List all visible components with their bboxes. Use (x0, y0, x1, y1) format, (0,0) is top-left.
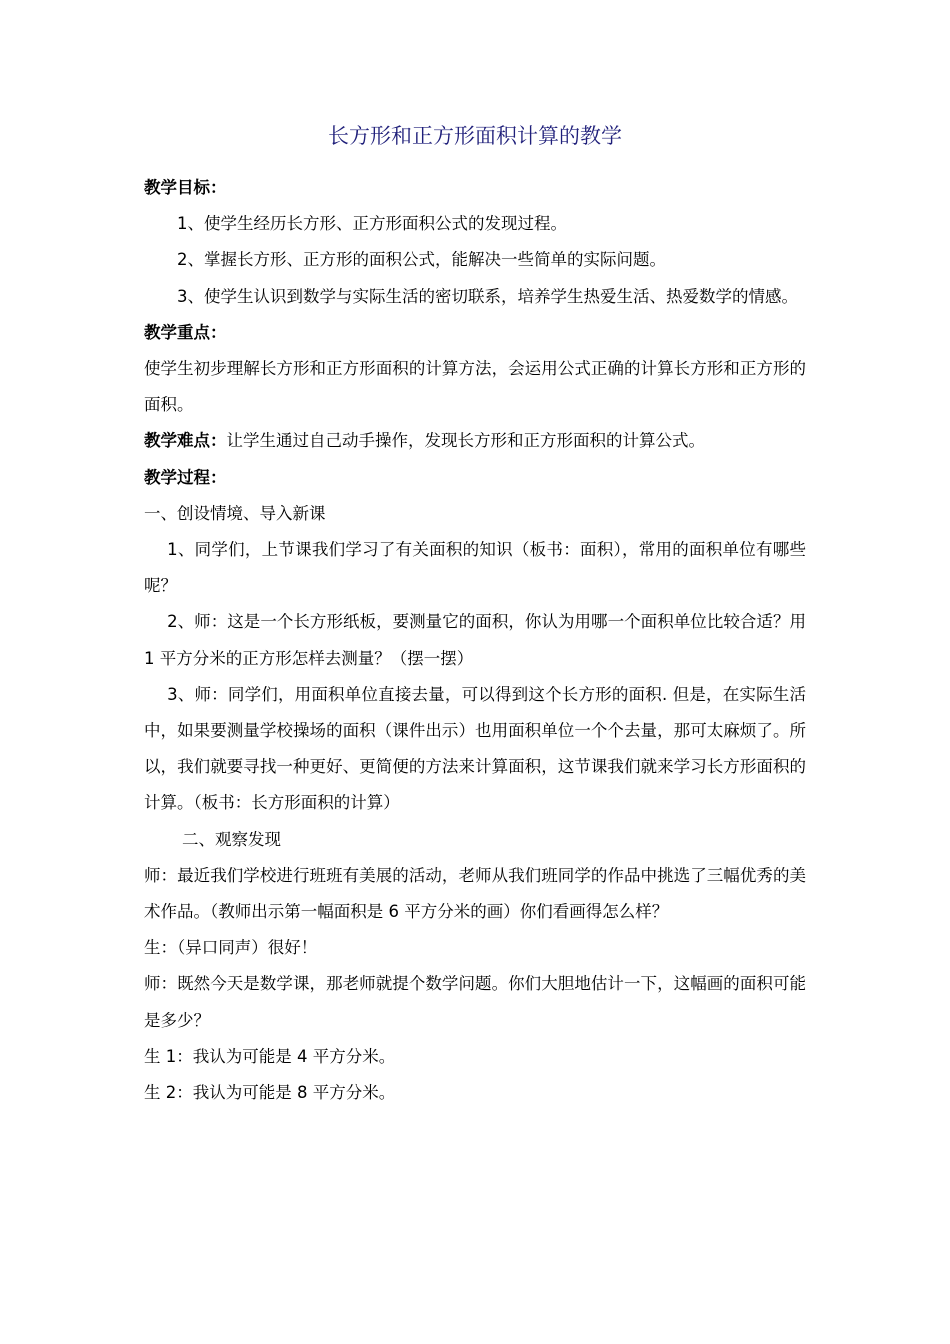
goal-item: 3、使学生认识到数学与实际生活的密切联系，培养学生热爱生活、热爱数学的情感。 (177, 286, 798, 306)
section1-item: 2、师：这是一个长方形纸板，要测量它的面积，你认为用哪一个面积单位比较合适？用 1 平方分米的正方形怎样去测量？（摆一摆） (144, 612, 806, 668)
goal-item: 1、使学生经历长方形、正方形面积公式的发现过程。 (177, 214, 567, 234)
difficulty-heading: 教学难点： (144, 431, 227, 451)
dialogue-line: 生 2：我认为可能是 8 平方分米。 (144, 1083, 396, 1103)
goal-item: 2、掌握长方形、正方形的面积公式，能解决一些简单的实际问题。 (177, 250, 666, 270)
goals-heading: 教学目标： (144, 178, 227, 197)
process-heading: 教学过程： (144, 467, 227, 487)
section1-item: 1、同学们，上节课我们学习了有关面积的知识（板书：面积），常用的面积单位有哪些呢？ (144, 540, 806, 596)
dialogue-line: 生：（异口同声）很好！ (144, 938, 318, 958)
section1-heading: 一、创设情境、导入新课 (144, 503, 326, 523)
key-points-text: 使学生初步理解长方形和正方形面积的计算方法，会运用公式正确的计算长方形和正方形的面积。 (144, 359, 806, 415)
dialogue-line: 师：最近我们学校进行班班有美展的活动，老师从我们班同学的作品中挑选了三幅优秀的美术作品。（教师出示第一幅面积是 6 平方分米的画）你们看画得怎么样？ (144, 865, 806, 922)
dialogue-line: 师：既然今天是数学课，那老师就提个数学问题。你们大胆地估计一下，这幅画的面积可能是多少？ (144, 974, 806, 1030)
dialogue-line: 生 1：我认为可能是 4 平方分米。 (144, 1046, 396, 1066)
document-body (144, 170, 806, 1111)
difficulty-text: 让学生通过自己动手操作，发现长方形和正方形面积的计算公式。 (226, 431, 705, 451)
section1-item: 3、师：同学们，用面积单位直接去量，可以得到这个长方形的面积. 但是，在实际生活中，如果要测量学校操场的面积（课件出示）也用面积单位一个个去量，那可太麻烦了。所以，我们就要寻找一种更好、更简便的方法来计算面积，这节课我们就来学习长方形面积的计算。（板书：长方形面积的计算） (144, 684, 806, 813)
difficulty-paragraph (144, 423, 806, 459)
key-points-heading: 教学重点： (144, 322, 227, 342)
section2-heading: 二、观察发现 (181, 829, 281, 849)
page-title: 长方形和正方形面积计算的教学 (328, 124, 622, 148)
